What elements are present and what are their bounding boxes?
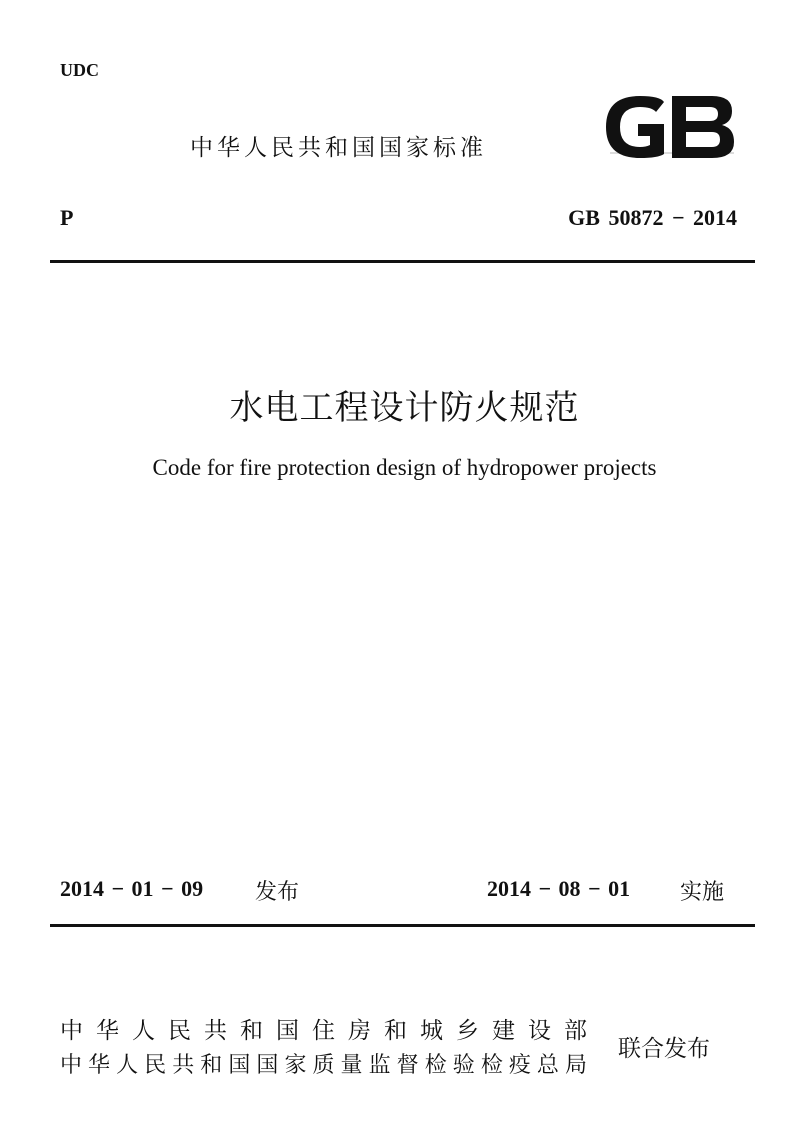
title-english: Code for fire protection design of hydropower projects xyxy=(152,455,657,480)
title-chinese: 水电工程设计防火规范 xyxy=(229,388,580,428)
standard-number: GB 50872 − 2014 xyxy=(568,205,737,230)
joint-release-label: 联合发布 xyxy=(618,1036,710,1062)
standard-type-heading: 中华人民共和国国家标准 xyxy=(190,135,487,161)
implementation-date: 2014 − 08 − 01 xyxy=(487,876,631,901)
issue-label: 发布 xyxy=(255,880,300,905)
publisher-aqsiq: 中华人民共和国国家质量监督检验检疫总局 xyxy=(60,1053,587,1078)
implementation-label: 实施 xyxy=(680,880,725,905)
gb-logo xyxy=(600,92,738,162)
publisher-ministry: 中华人民共和国住房和城乡建设部 xyxy=(60,1018,587,1044)
bottom-divider xyxy=(50,924,755,927)
classification-code: P xyxy=(60,205,74,230)
issue-date: 2014 − 01 − 09 xyxy=(60,876,204,901)
udc-label: UDC xyxy=(60,60,99,80)
top-divider xyxy=(50,260,755,263)
